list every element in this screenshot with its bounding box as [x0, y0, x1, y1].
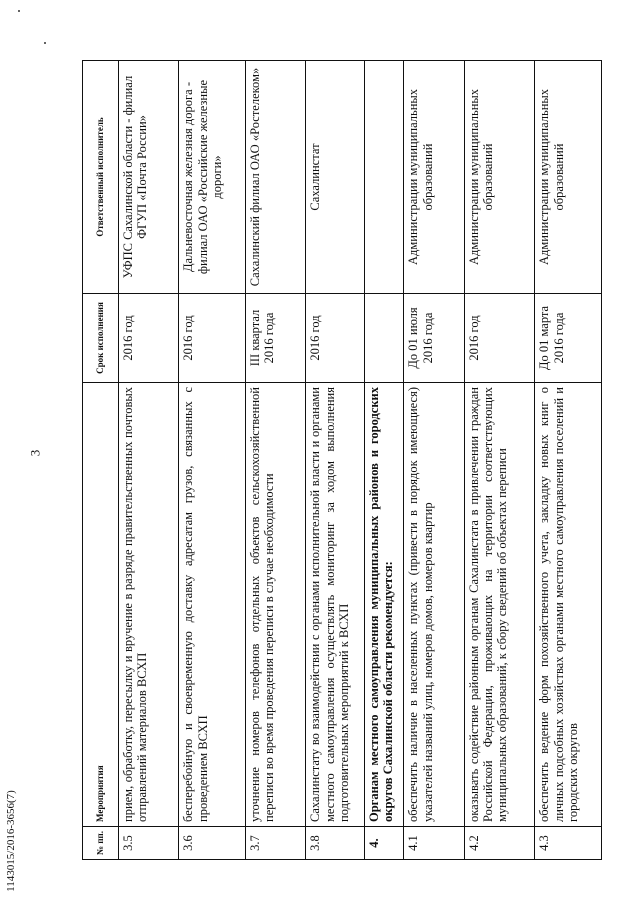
row-term: III квартал 2016 года: [245, 294, 305, 383]
header-responsible: Ответственный исполнитель: [83, 61, 119, 294]
row-activity: бесперебойную и своевременную доставку адресатам грузов, связанных с проведением ВСХП: [179, 383, 246, 827]
row-num: 3.6: [179, 827, 246, 860]
row-num: 4.3: [535, 827, 602, 860]
row-term: 2016 год: [179, 294, 246, 383]
row-activity: обеспечить ведение форм похозяйственного учета, закладку новых книг о личных подсобных хозяйствах органами местного самоуправления поселений и городских округов: [535, 383, 602, 827]
table-header-row: [83, 61, 119, 860]
row-responsible: Сахалинстат: [306, 61, 364, 294]
activities-table: [82, 60, 602, 860]
row-term: До 01 марта 2016 года: [535, 294, 602, 383]
scan-speck: [44, 42, 46, 44]
header-activity: Мероприятия: [83, 383, 119, 827]
table-row: [306, 61, 364, 860]
row-term: 2016 год: [119, 294, 179, 383]
row-responsible: УФПС Сахалинской области - филиал ФГУП «Почта России»: [119, 61, 179, 294]
section-num: 4.: [364, 827, 404, 860]
row-num: 4.2: [464, 827, 535, 860]
row-responsible: [364, 61, 404, 294]
table-row: [535, 61, 602, 860]
row-activity: обеспечить наличие в населенных пунктах (привести в порядок имеющиеся) указателей названий улиц, номеров домов, номеров квартир: [404, 383, 464, 827]
section-title: Органам местного самоуправления муниципальных районов и городских округов Сахалинской области рекомендуется:: [364, 383, 404, 827]
header-term: Срок исполнения: [83, 294, 119, 383]
scan-speck: [18, 10, 20, 12]
row-responsible: Администрации муниципальных образований: [404, 61, 464, 294]
page-number: 3: [27, 449, 43, 457]
row-responsible: Сахалинский филиал ОАО «Ростелеком»: [245, 61, 305, 294]
table-row: [464, 61, 535, 860]
row-responsible: Администрации муниципальных образований: [535, 61, 602, 294]
row-term: 2016 год: [306, 294, 364, 383]
row-num: 3.5: [119, 827, 179, 860]
row-responsible: Дальневосточная железная дорога - филиал ОАО «Российские железные дороги»: [179, 61, 246, 294]
row-term: До 01 июля 2016 года: [404, 294, 464, 383]
row-term: 2016 год: [464, 294, 535, 383]
rotated-table-container: [82, 60, 602, 860]
header-num: № пп.: [83, 827, 119, 860]
row-activity: прием, обработку, пересылку и вручение в разряде правительственных почтовых отправлений материалов ВСХП: [119, 383, 179, 827]
row-num: 3.8: [306, 827, 364, 860]
table-section-row: [364, 61, 404, 860]
row-responsible: Администрации муниципальных образований: [464, 61, 535, 294]
table-row: [119, 61, 179, 860]
row-num: 4.1: [404, 827, 464, 860]
table-row: [179, 61, 246, 860]
row-term: [364, 294, 404, 383]
row-activity: оказывать содействие районным органам Сахалинстата в привлечении граждан Российской Федерации, проживающих на территории соответствующих муниципальных образований, к сбору сведений об объектах переписи: [464, 383, 535, 827]
table-row: [245, 61, 305, 860]
row-activity: уточнение номеров телефонов отдельных объектов сельскохозяйственной переписи во время проведения переписи в случае необходимости: [245, 383, 305, 827]
row-num: 3.7: [245, 827, 305, 860]
document-code: 1143015/2016-3656(7): [4, 790, 17, 892]
table-row: [404, 61, 464, 860]
row-activity: Сахалинстату во взаимодействии с органами исполнительной власти и органами местного самоуправления осуществлять мониторинг за ходом выполнения подготовительных мероприятий к ВСХП: [306, 383, 364, 827]
